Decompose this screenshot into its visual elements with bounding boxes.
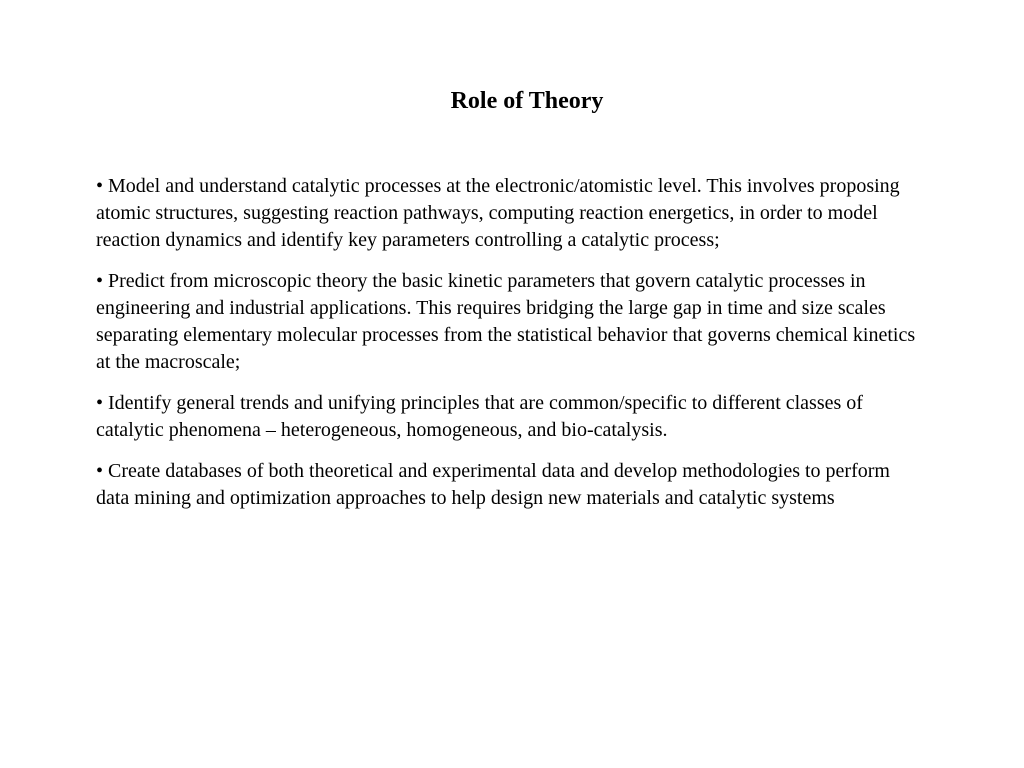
bullet-item [96,173,924,254]
bullet-mark: • [96,175,104,197]
bullet-text: Identify general trends and unifying principles that are common/specific to different classes of catalytic phenomena – heterogeneous, homogeneous, and bio-catalysis. [96,392,863,441]
bullet-item [96,268,924,376]
bullet-item [96,458,924,512]
bullet-mark: • [96,460,104,482]
bullet-text: Model and understand catalytic processes at the electronic/atomistic level. This involves proposing atomic structures, suggesting reaction pathways, computing reaction energetics, in order to model reaction dynamics and identify key parameters controlling a catalytic process; [96,175,900,251]
bullet-text: Predict from microscopic theory the basic kinetic parameters that govern catalytic processes in engineering and industrial applications. This requires bridging the large gap in time and size scales separating elementary molecular processes from the statistical behavior that governs chemical kinetics at the macroscale; [96,270,916,373]
slide-title: Role of Theory [450,88,604,114]
bullet-text: Create databases of both theoretical and experimental data and develop methodologies to perform data mining and optimization approaches to help design new materials and catalytic systems [96,460,890,509]
bullet-mark: • [96,392,104,414]
bullet-item [96,390,924,444]
bullet-mark: • [96,270,104,292]
bullet-list [96,173,924,526]
